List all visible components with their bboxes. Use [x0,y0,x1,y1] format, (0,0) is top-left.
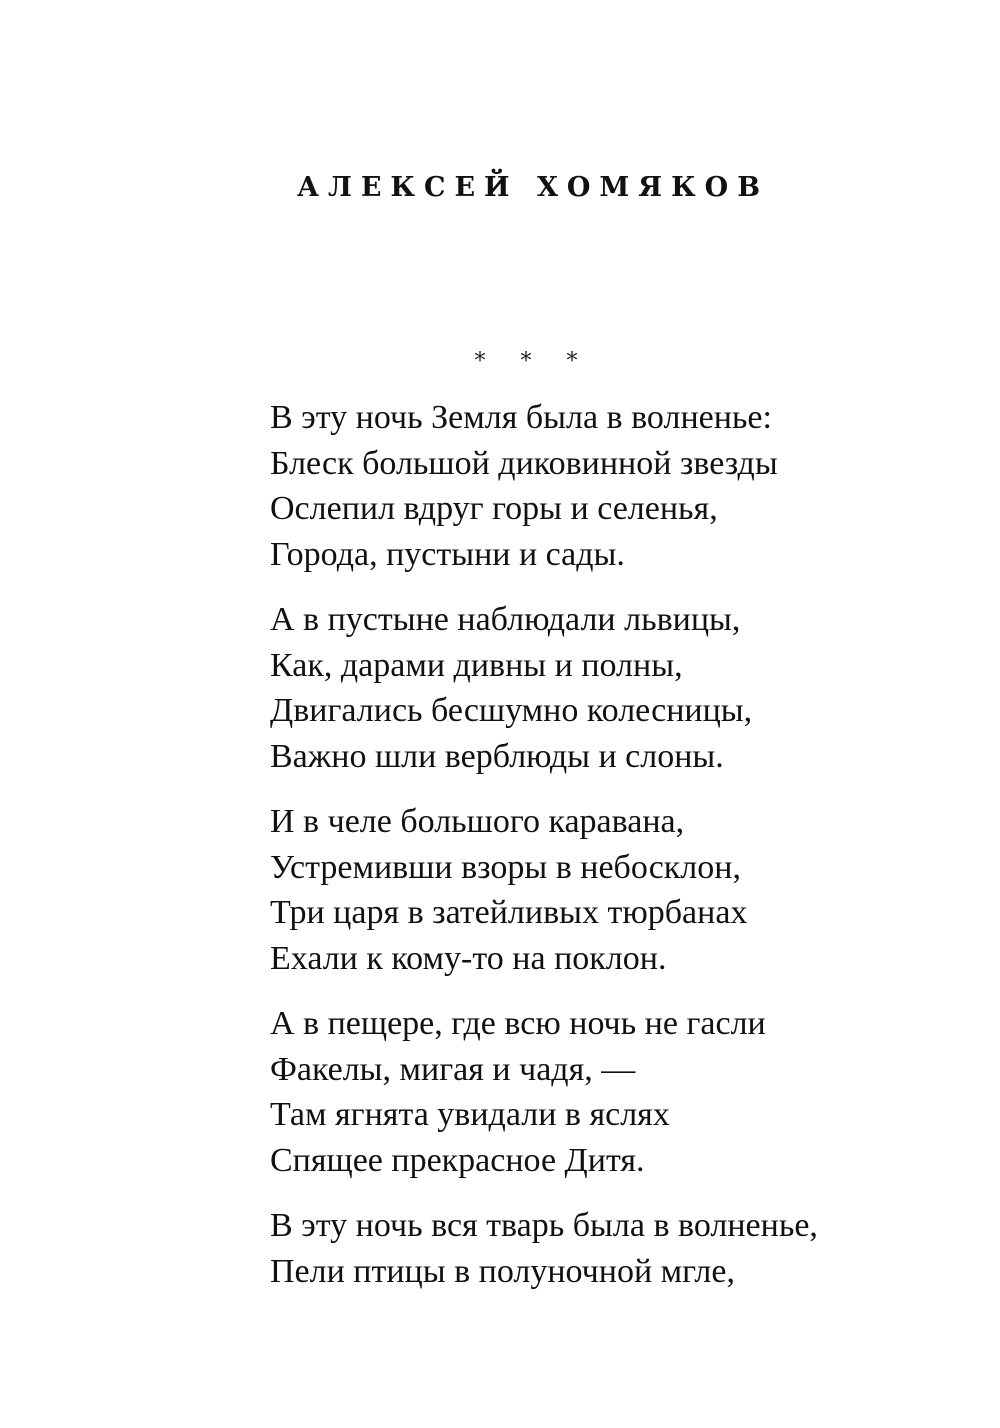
poem-line: Ослепил вдруг горы и селенья, [270,490,718,527]
stanza [270,1203,970,1294]
stanza [270,1001,970,1183]
poem-line: Важно шли верблюды и слоны. [270,737,724,775]
poem-line: Спящее прекрасное Дитя. [270,1141,645,1179]
poem-line: В эту ночь вся тварь была в волненье, [270,1207,818,1244]
poem-line: Ехали к кому-то на поклон. [270,939,667,977]
poem-line: А в пещере, где всю ночь не гасли [270,1005,766,1042]
poem-body [270,395,970,1314]
poem-line: А в пустыне наблюдали львицы, [270,601,741,638]
poem-line: В эту ночь Земля была в волненье: [270,399,772,436]
poem-line: Пели птицы в полуночной мгле, [270,1252,735,1290]
poem-line: Там ягнята увидали в яслях [270,1096,670,1133]
poem-line: И в челе большого каравана, [270,803,685,840]
poem-line: Устремивши взоры в небосклон, [270,848,741,886]
stanza [270,799,970,981]
poem-line: Двигались бесшумно колесницы, [270,692,753,729]
section-ornament: * * * [474,349,592,374]
poem-line: Блеск большой диковинной звезды [270,444,778,482]
author-heading: АЛЕКСЕЙ ХОМЯКОВ [296,172,770,203]
poem-line: Три царя в затейливых тюрбанах [270,894,748,931]
poem-line: Как, дарами дивны и полны, [270,646,683,684]
stanza [270,597,970,779]
poem-line: Факелы, мигая и чадя, — [270,1050,636,1088]
stanza [270,395,970,577]
poem-line: Города, пустыни и сады. [270,535,625,573]
